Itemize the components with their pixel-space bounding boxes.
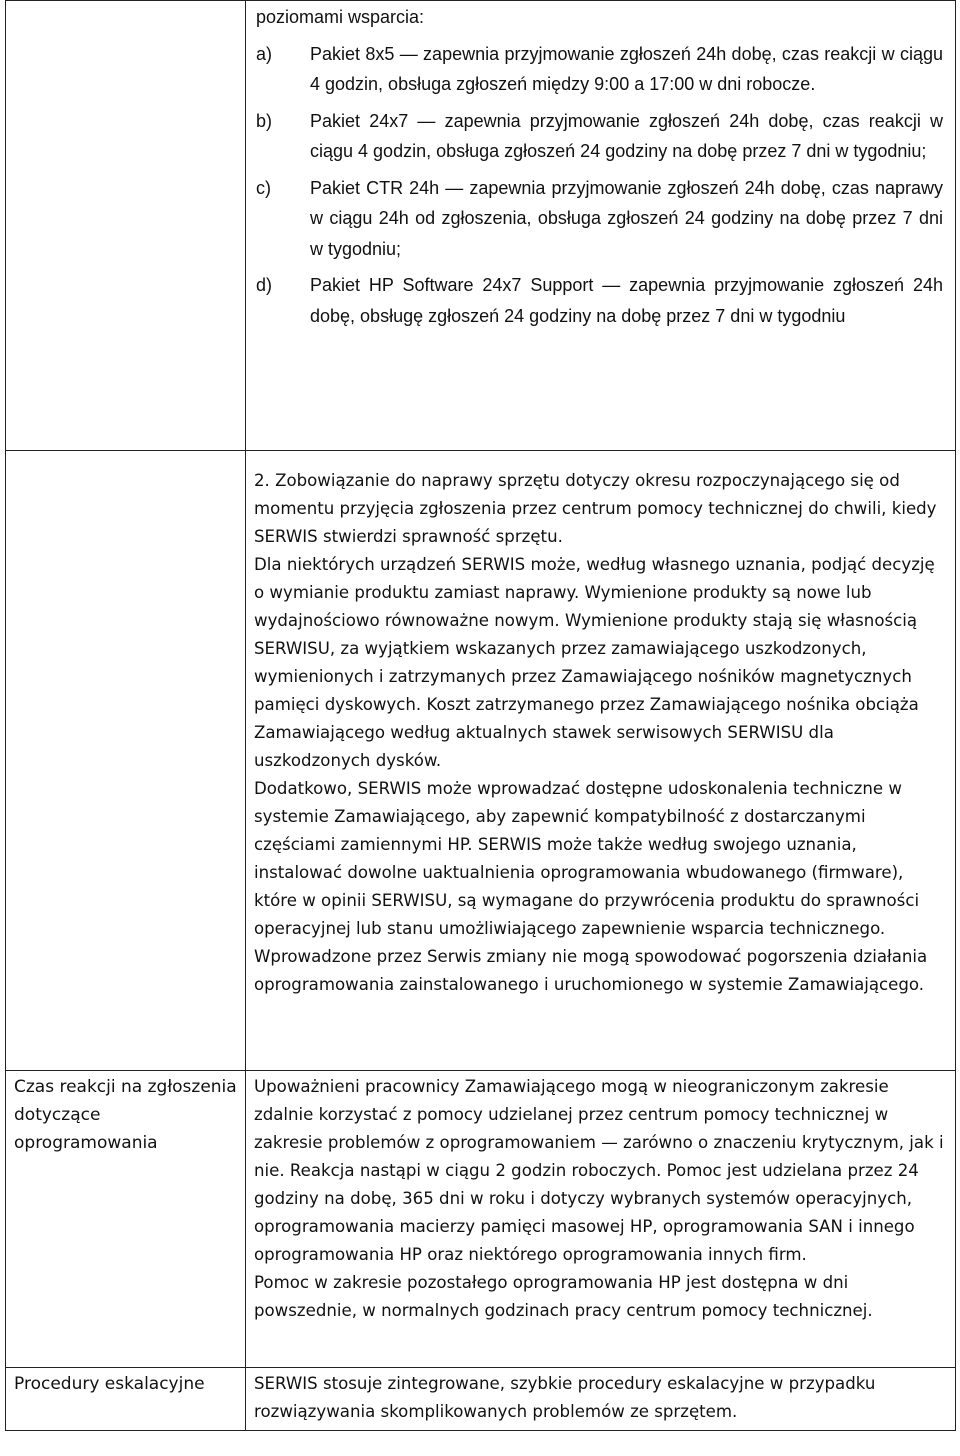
software-response-row xyxy=(6,1071,956,1368)
empty-label-cell xyxy=(6,451,246,1071)
list-item-text: Pakiet CTR 24h — zapewnia przyjmowanie zgłoszeń 24h dobę, czas naprawy w ciągu 24h od zgłoszenia, obsługa zgłoszeń 24 godziny na dobę przez 7 dni w tygodniu; xyxy=(310,177,943,259)
paragraph: Dodatkowo, SERWIS może wprowadzać dostępne udoskonalenia techniczne w systemie Zamawiającego, aby zapewnić kompatybilność z dostarczanymi częściami zamiennymi HP. SERWIS może także według swojego uznania, instalować dowolne uaktualnienia oprogramowania wbudowanego (firmware), które w opinii SERWISU, są wymagane do przywrócenia produktu do sprawności operacyjnej lub stanu umożliwiającego zapewnienie wsparcia technicznego. Wprowadzone przez Serwis zmiany nie mogą spowodować pogorszenia działania oprogramowania zainstalowanego i uruchomionego w systemie Zamawiającego. xyxy=(254,779,928,994)
software-response-label-cell xyxy=(6,1071,246,1368)
support-levels-row xyxy=(6,1,956,451)
list-marker: a) xyxy=(256,43,273,64)
list-marker: c) xyxy=(256,177,271,198)
list-item-text: Pakiet HP Software 24x7 Support — zapewnia przyjmowanie zgłoszeń 24h dobę, obsługę zgłoszeń 24 godziny na dobę przez 7 dni w tygodniu xyxy=(310,275,943,326)
repair-commitment-cell xyxy=(246,451,956,1071)
empty-label-cell xyxy=(6,1,246,451)
row-label: Czas reakcji na zgłoszenia dotyczące oprogramowania xyxy=(14,1077,237,1153)
paragraph: SERWIS stosuje zintegrowane, szybkie procedury eskalacyjne w przypadku rozwiązywania skomplikowanych problemów ze sprzętem. xyxy=(254,1374,876,1421)
escalation-cell xyxy=(246,1368,956,1431)
paragraph: Upoważnieni pracownicy Zamawiającego mogą w nieograniczonym zakresie zdalnie korzystać z pomocy udzielanej przez centrum pomocy technicznej w zakresie problemów z oprogramowaniem — zarówno o znaczeniu krytycznym, jak i nie. Reakcja nastąpi w ciągu 2 godzin roboczych. Pomoc jest udzielana przez 24 godziny na dobę, 365 dni w roku i dotyczy wybranych systemów operacyjnych, oprogramowania macierzy pamięci masowej HP, oprogramowania SAN i innego oprogramowania HP oraz niektórego oprogramowania innych firm. xyxy=(254,1077,944,1264)
software-response-cell xyxy=(246,1071,956,1368)
support-levels-intro: poziomami wsparcia: xyxy=(256,7,425,27)
list-marker: b) xyxy=(256,110,273,131)
escalation-label-cell xyxy=(6,1368,246,1431)
list-marker: d) xyxy=(256,275,273,295)
list-item-text: Pakiet 8x5 — zapewnia przyjmowanie zgłoszeń 24h dobę, czas reakcji w ciągu 4 godzin, obsługa zgłoszeń między 9:00 a 17:00 w dni robocze. xyxy=(310,43,943,94)
list-item-text: Pakiet 24x7 — zapewnia przyjmowanie zgłoszeń 24h dobę, czas reakcji w ciągu 4 godzin, obsługa zgłoszeń 24 godziny na dobę przez 7 dni w tygodniu; xyxy=(310,110,943,161)
list-item xyxy=(254,106,947,167)
list-item xyxy=(254,270,947,331)
support-levels-cell xyxy=(246,1,956,451)
escalation-row xyxy=(6,1368,956,1431)
document-table xyxy=(5,0,956,1431)
paragraph: Pomoc w zakresie pozostałego oprogramowania HP jest dostępna w dni powszednie, w normalnych godzinach pracy centrum pomocy technicznej. xyxy=(254,1273,873,1320)
paragraph: Dla niektórych urządzeń SERWIS może, według własnego uznania, podjąć decyzję o wymianie produktu zamiast naprawy. Wymienione produkty są nowe lub wydajnościowo równoważne nowym. Wymienione produkty stają się własnością SERWISU, za wyjątkiem wskazanych przez zamawiającego uszkodzonych, wymienionych i zatrzymanych przez Zamawiającego nośników magnetycznych pamięci dyskowych. Koszt zatrzymanego przez Zamawiającego nośnika obciąża Zamawiającego według aktualnych stawek serwisowych SERWISU dla uszkodzonych dysków. xyxy=(254,555,935,770)
paragraph: 2. Zobowiązanie do naprawy sprzętu dotyczy okresu rozpoczynającego się od momentu przyjęcia zgłoszenia przez centrum pomocy technicznej do chwili, kiedy SERWIS stwierdzi sprawność sprzętu. xyxy=(254,471,937,546)
row-label: Procedury eskalacyjne xyxy=(14,1374,205,1394)
list-item xyxy=(254,173,947,265)
repair-commitment-row xyxy=(6,451,956,1071)
list-item xyxy=(254,39,947,100)
